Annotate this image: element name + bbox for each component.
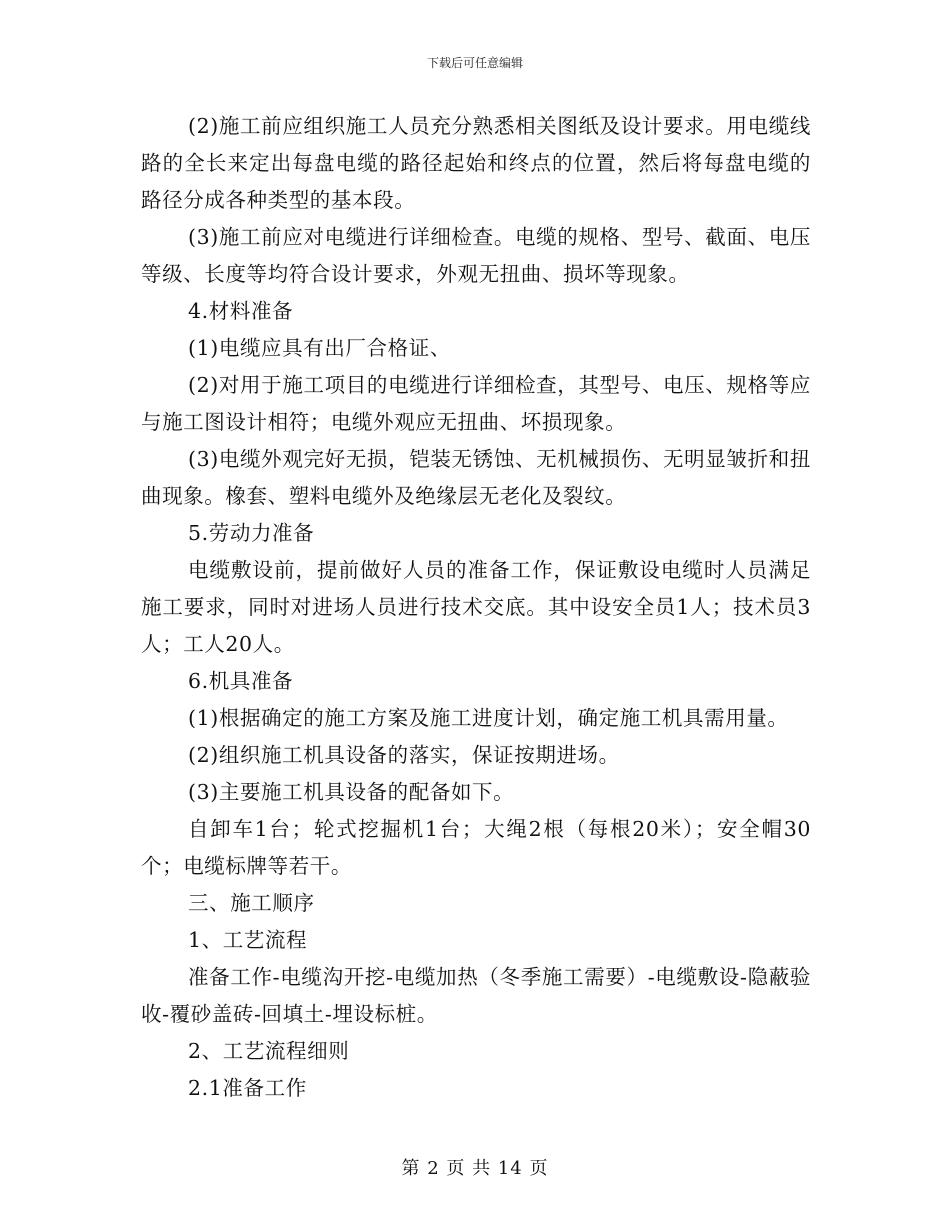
paragraph: (1)电缆应具有出厂合格证、 [188, 336, 451, 360]
paragraph: 准备工作-电缆沟开挖-电缆加热（冬季施工需要）-电缆敷设-隐蔽验收-覆砂盖砖-回填土-埋设标桩。 [141, 965, 811, 1026]
section-heading: 4.材料准备 [188, 299, 294, 323]
paragraph: (2)组织施工机具设备的落实，保证按期进场。 [188, 743, 620, 767]
paragraph: (3)施工前应对电缆进行详细检查。电缆的规格、型号、截面、电压等级、长度等均符合设计要求，外观无扭曲、损坏等现象。 [141, 225, 811, 286]
section-heading: 三、施工顺序 [188, 891, 315, 915]
section-heading: 2.1准备工作 [188, 1076, 307, 1100]
document-body [141, 108, 811, 1107]
page-header-note: 下载后可任意编辑 [426, 56, 523, 70]
paragraph: 电缆敷设前，提前做好人员的准备工作，保证敷设电缆时人员满足施工要求，同时对进场人员进行技术交底。其中设安全员1人；技术员3人；工人20人。 [141, 558, 811, 656]
section-heading: 2、工艺流程细则 [188, 1039, 350, 1063]
paragraph: (2)对用于施工项目的电缆进行详细检查，其型号、电压、规格等应与施工图设计相符；电缆外观应无扭曲、坏损现象。 [141, 373, 811, 434]
section-heading: 1、工艺流程 [188, 928, 308, 952]
section-heading: 5.劳动力准备 [188, 521, 315, 545]
page-number: 第 2 页 共 14 页 [401, 1158, 549, 1179]
paragraph: (3)电缆外观完好无损，铠装无锈蚀、无机械损伤、无明显皱折和扭曲现象。橡套、塑料电缆外及绝缘层无老化及裂纹。 [141, 447, 811, 508]
paragraph: 自卸车1台；轮式挖掘机1台；大绳2根（每根20米）；安全帽30个；电缆标牌等若干。 [141, 817, 811, 878]
paragraph: (1)根据确定的施工方案及施工进度计划，确定施工机具需用量。 [188, 706, 789, 730]
paragraph: (3)主要施工机具设备的配备如下。 [188, 780, 515, 804]
section-heading: 6.机具准备 [188, 669, 294, 693]
paragraph: (2)施工前应组织施工人员充分熟悉相关图纸及设计要求。用电缆线路的全长来定出每盘电缆的路径起始和终点的位置，然后将每盘电缆的路径分成各种类型的基本段。 [141, 114, 811, 212]
